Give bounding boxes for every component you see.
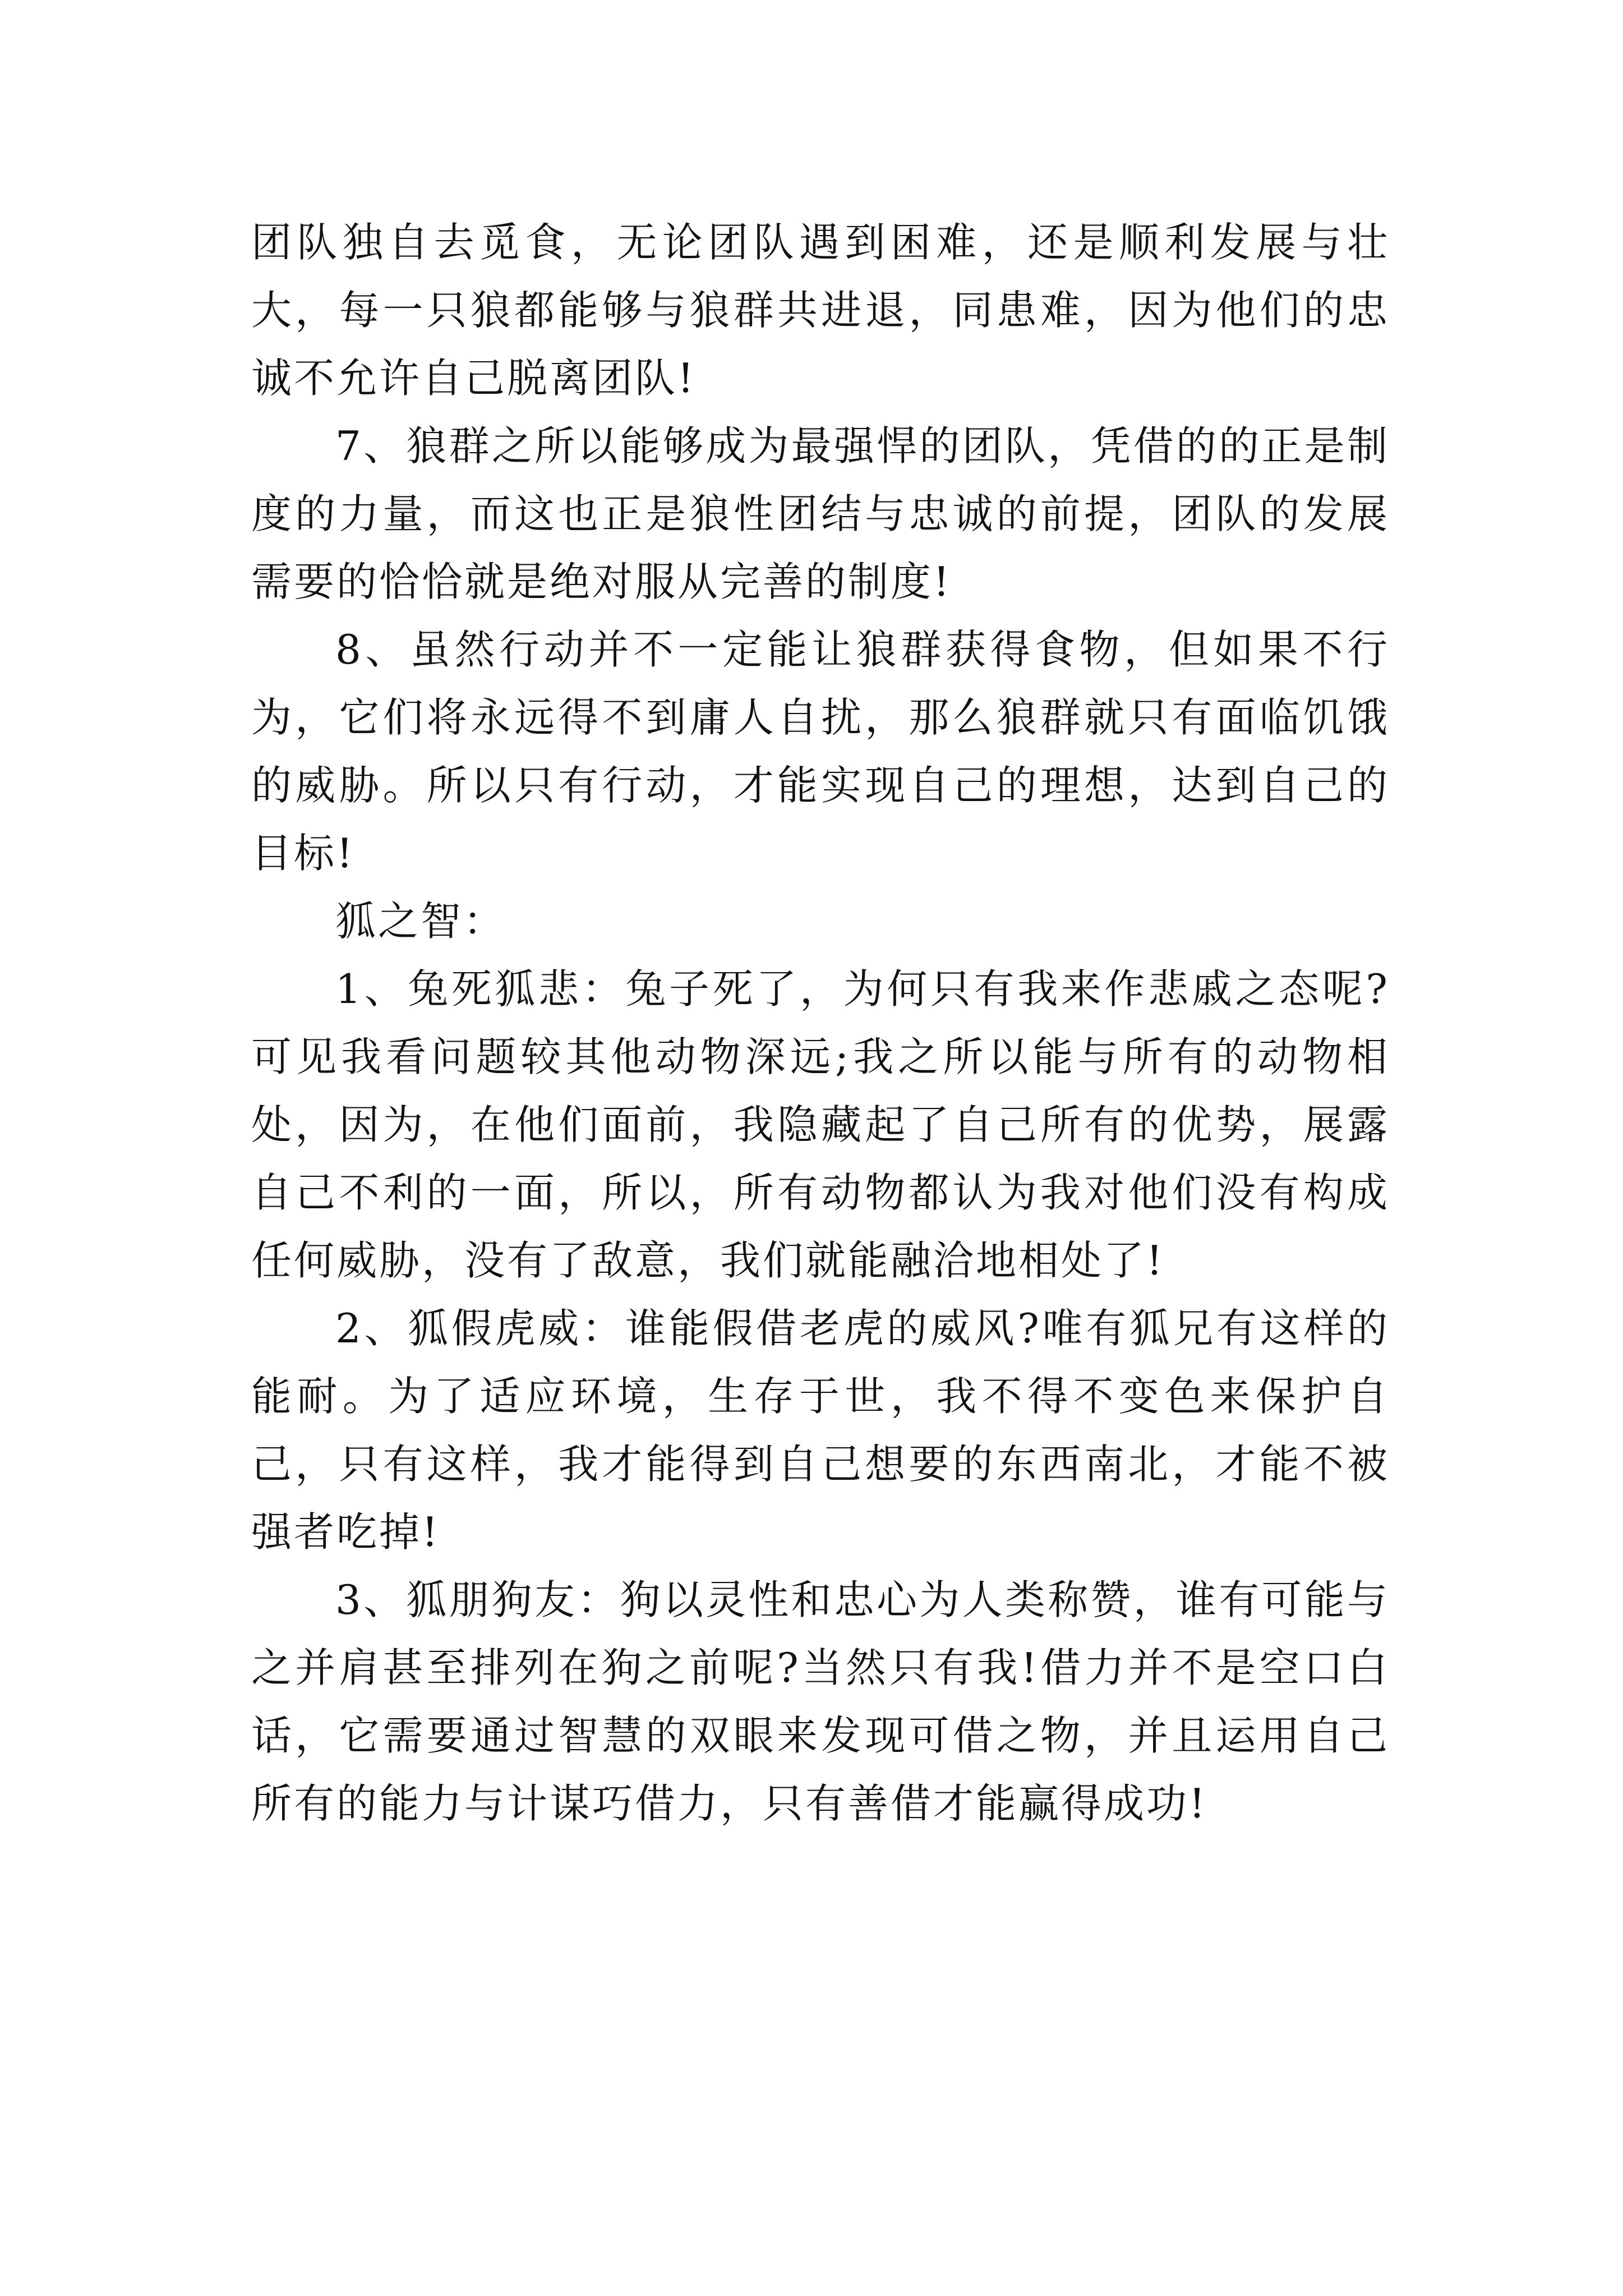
- paragraph-2: 7、狼群之所以能够成为最强悍的团队，凭借的的正是制度的力量，而这也正是狼性团结与忠诚的前提，团队的发展需要的恰恰就是绝对服从完善的制度!: [251, 422, 1390, 605]
- paragraph-3: 8、虽然行动并不一定能让狼群获得食物，但如果不行为，它们将永远得不到庸人自扰，那么狼群就只有面临饥饿的威胁。所以只有行动，才能实现自己的理想，达到自己的目标!: [251, 626, 1390, 877]
- paragraph-6: 3、狐朋狗友：狗以灵性和忠心为人类称赞，谁有可能与之并肩甚至排列在狗之前呢?当然只有我!借力并不是空口白话，它需要通过智慧的双眼来发现可借之物，并且运用自己所有的能力与计谋巧借力，只有善借才能赢得成功!: [251, 1576, 1390, 1827]
- paragraph-1: 团队独自去觅食，无论团队遇到困难，还是顺利发展与壮大，每一只狼都能够与狼群共进退，同患难，因为他们的忠诚不允许自己脱离团队!: [251, 219, 1390, 402]
- paragraph-5: 2、狐假虎威：谁能假借老虎的威风?唯有狐兄有这样的能耐。为了适应环境，生存于世，我不得不变色来保护自己，只有这样，我才能得到自己想要的东西南北，才能不被强者吃掉!: [251, 1305, 1390, 1556]
- body-text: [251, 209, 1390, 1838]
- section-heading-fox: 狐之智：: [335, 898, 506, 945]
- paragraph-4: 1、兔死狐悲：兔子死了，为何只有我来作悲戚之态呢?可见我看问题较其他动物深远;我之所以能与所有的动物相处，因为，在他们面前，我隐藏起了自己所有的优势，展露自己不利的一面，所以，所有动物都认为我对他们没有构成任何威胁，没有了敌意，我们就能融洽地相处了!: [251, 965, 1390, 1284]
